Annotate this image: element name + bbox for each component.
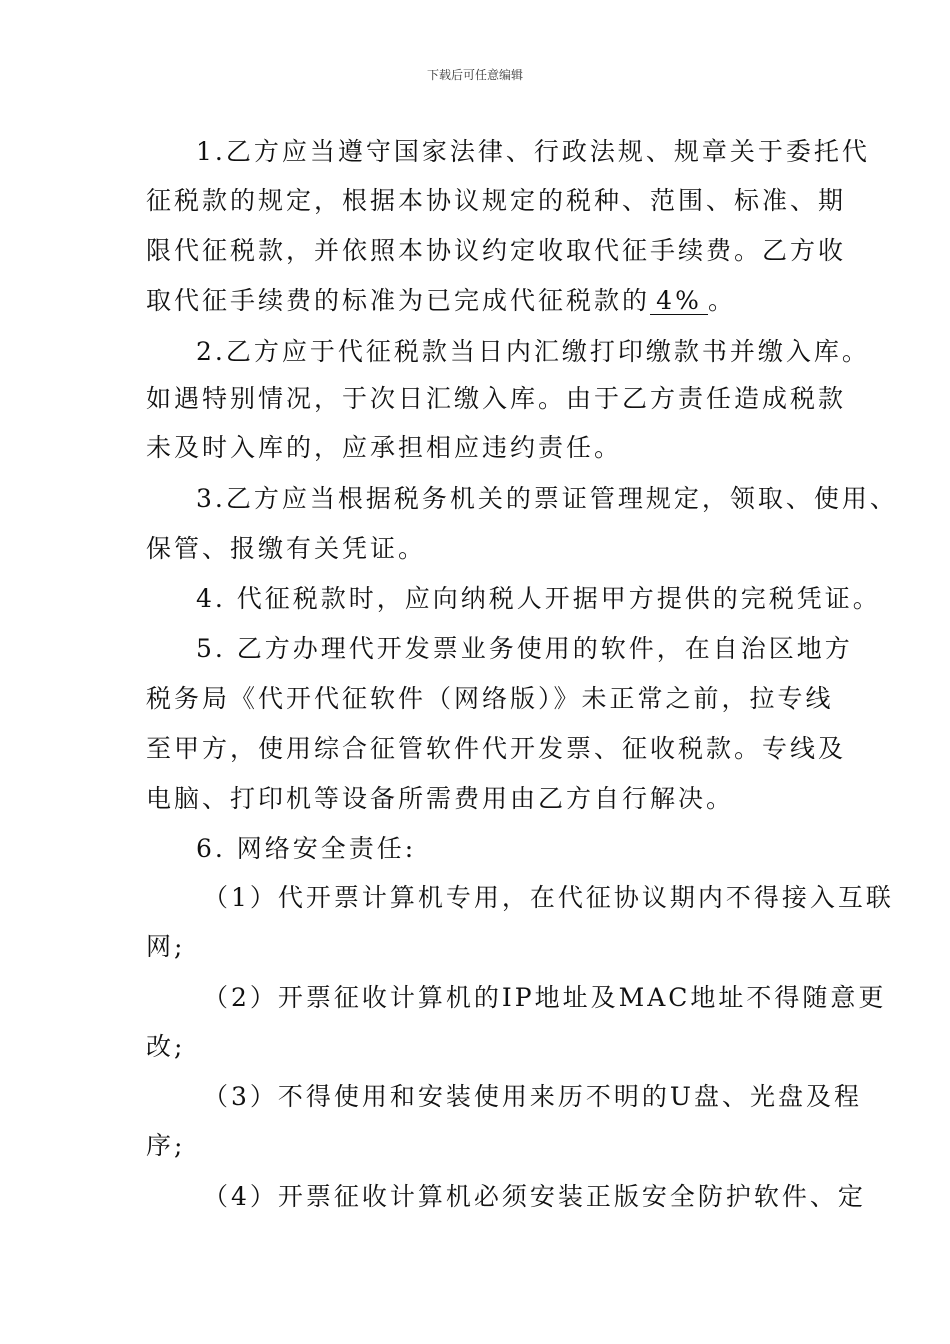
paragraph-line: 2.乙方应于代征税款当日内汇缴打印缴款书并缴入库。 bbox=[196, 337, 870, 366]
fee-rate-blank: 4% bbox=[650, 288, 708, 315]
fee-text: 取代征手续费的标准为已完成代征税款的 bbox=[146, 286, 651, 315]
paragraph-line: 至甲方，使用综合征管软件代开发票、征收税款。专线及 bbox=[146, 734, 847, 763]
paragraph-line-fee bbox=[146, 286, 736, 316]
paragraph-line: 改; bbox=[146, 1032, 186, 1061]
paragraph-line: 网; bbox=[146, 932, 186, 961]
paragraph-line: 4. 代征税款时，应向纳税人开据甲方提供的完税凭证。 bbox=[196, 584, 881, 613]
paragraph-line: 征税款的规定，根据本协议规定的税种、范围、标准、期 bbox=[146, 186, 847, 215]
page-header: 下载后可任意编辑 bbox=[426, 68, 523, 82]
paragraph-line: 5. 乙方办理代开发票业务使用的软件，在自治区地方 bbox=[196, 634, 853, 663]
paragraph-line: （3）不得使用和安装使用来历不明的U盘、光盘及程 bbox=[203, 1082, 862, 1111]
paragraph-line: 税务局《代开代征软件（网络版）》未正常之前，拉专线 bbox=[146, 684, 834, 713]
fee-suffix: 。 bbox=[708, 286, 737, 315]
paragraph-line: 限代征税款，并依照本协议约定收取代征手续费。乙方收 bbox=[146, 236, 847, 265]
paragraph-line: （1）代开票计算机专用，在代征协议期内不得接入互联 bbox=[203, 883, 894, 912]
paragraph-line: 保管、报缴有关凭证。 bbox=[146, 534, 427, 563]
paragraph-line: 3.乙方应当根据税务机关的票证管理规定，领取、使用、 bbox=[196, 484, 898, 513]
paragraph-line: 电脑、打印机等设备所需费用由乙方自行解决。 bbox=[146, 784, 735, 813]
paragraph-line: （2）开票征收计算机的IP地址及MAC地址不得随意更 bbox=[203, 983, 887, 1012]
paragraph-line: （4）开票征收计算机必须安装正版安全防护软件、定 bbox=[203, 1182, 866, 1211]
paragraph-line: 6. 网络安全责任: bbox=[196, 834, 417, 863]
paragraph-line: 如遇特别情况，于次日汇缴入库。由于乙方责任造成税款 bbox=[146, 384, 847, 413]
paragraph-line: 1.乙方应当遵守国家法律、行政法规、规章关于委托代 bbox=[196, 137, 870, 166]
paragraph-line: 未及时入库的，应承担相应违约责任。 bbox=[146, 433, 623, 462]
paragraph-line: 序; bbox=[146, 1131, 186, 1160]
